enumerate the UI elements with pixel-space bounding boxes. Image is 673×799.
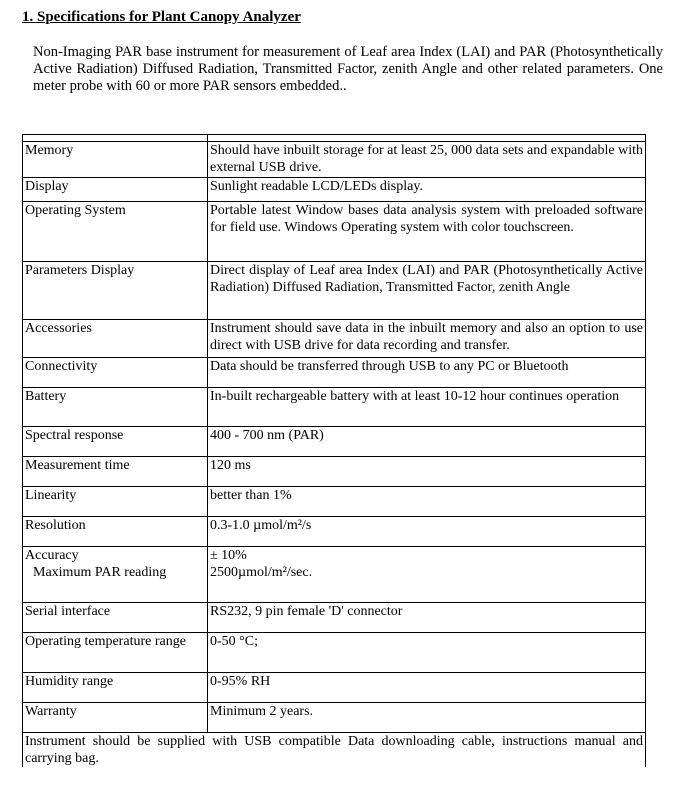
- spec-value-group: [208, 547, 646, 603]
- spec-label: Display: [23, 178, 208, 202]
- spec-value: Portable latest Window bases data analysis system with preloaded software for field use. Windows Operating system with color touchscreen.: [208, 202, 646, 262]
- table-row: [23, 388, 646, 427]
- spec-label: Measurement time: [23, 457, 208, 487]
- spec-value: Minimum 2 years.: [208, 703, 646, 733]
- spec-label: Linearity: [23, 487, 208, 517]
- spec-label: Resolution: [23, 517, 208, 547]
- table-row: [23, 427, 646, 457]
- table-row: [23, 202, 646, 262]
- spec-label: Accessories: [23, 320, 208, 358]
- spec-label-group: [23, 547, 208, 603]
- spec-value: ± 10%: [210, 548, 247, 563]
- section-heading: 1. Specifications for Plant Canopy Analyzer: [22, 9, 301, 25]
- spec-label: Operating System: [23, 202, 208, 262]
- specifications-table: [22, 134, 646, 767]
- table-row: [23, 633, 646, 673]
- table-row: [23, 673, 646, 703]
- spec-value: better than 1%: [208, 487, 646, 517]
- spec-value: 0-50 °C;: [208, 633, 646, 673]
- spec-label: Serial interface: [23, 603, 208, 633]
- spec-label: Accuracy: [25, 548, 79, 563]
- spec-label: Spectral response: [23, 427, 208, 457]
- table-top-spacer: [23, 135, 646, 142]
- spec-value: Should have inbuilt storage for at least 25, 000 data sets and expandable with external USB drive.: [208, 142, 646, 178]
- intro-paragraph: Non-Imaging PAR base instrument for measurement of Leaf area Index (LAI) and PAR (Photosynthetically Active Radiation) Diffused Radiation, Transmitted Factor, zenith Angle and other related parameters. One meter probe with 60 or more PAR sensors embedded..: [33, 44, 663, 94]
- footer-note: Instrument should be supplied with USB compatible Data downloading cable, instructions manual and carrying bag.: [23, 733, 646, 768]
- table-row: [23, 262, 646, 320]
- spec-value: Instrument should save data in the inbuilt memory and also an option to use direct with USB drive for data recording and transfer.: [208, 320, 646, 358]
- table-row: [23, 358, 646, 388]
- spec-label: Maximum PAR reading: [33, 565, 167, 580]
- spec-value: Direct display of Leaf area Index (LAI) and PAR (Photosynthetically Active Radiation) Diffused Radiation, Transmitted Factor, zenith Angle: [208, 262, 646, 320]
- spec-label: Humidity range: [23, 673, 208, 703]
- table-row: [23, 178, 646, 202]
- spec-label: Operating temperature range: [23, 633, 208, 673]
- table-row: [23, 487, 646, 517]
- spec-value: 0-95% RH: [208, 673, 646, 703]
- spec-value: Data should be transferred through USB to any PC or Bluetooth: [208, 358, 646, 388]
- spec-label: Warranty: [23, 703, 208, 733]
- spec-value: In-built rechargeable battery with at least 10-12 hour continues operation: [208, 388, 646, 427]
- spec-label: Connectivity: [23, 358, 208, 388]
- spec-label: Memory: [23, 142, 208, 178]
- table-row: [23, 457, 646, 487]
- table-row: [23, 320, 646, 358]
- spec-value: Sunlight readable LCD/LEDs display.: [208, 178, 646, 202]
- table-row: [23, 603, 646, 633]
- spec-value: 0.3-1.0 µmol/m²/s: [208, 517, 646, 547]
- spec-value: RS232, 9 pin female 'D' connector: [208, 603, 646, 633]
- spec-value: 120 ms: [208, 457, 646, 487]
- table-row: [23, 703, 646, 733]
- spec-label: Battery: [23, 388, 208, 427]
- table-row: [23, 142, 646, 178]
- table-row: [23, 733, 646, 768]
- spec-value: 400 - 700 nm (PAR): [208, 427, 646, 457]
- table-row: [23, 547, 646, 603]
- table-row: [23, 517, 646, 547]
- spec-label: Parameters Display: [23, 262, 208, 320]
- spec-value: 2500µmol/m²/sec.: [210, 565, 313, 580]
